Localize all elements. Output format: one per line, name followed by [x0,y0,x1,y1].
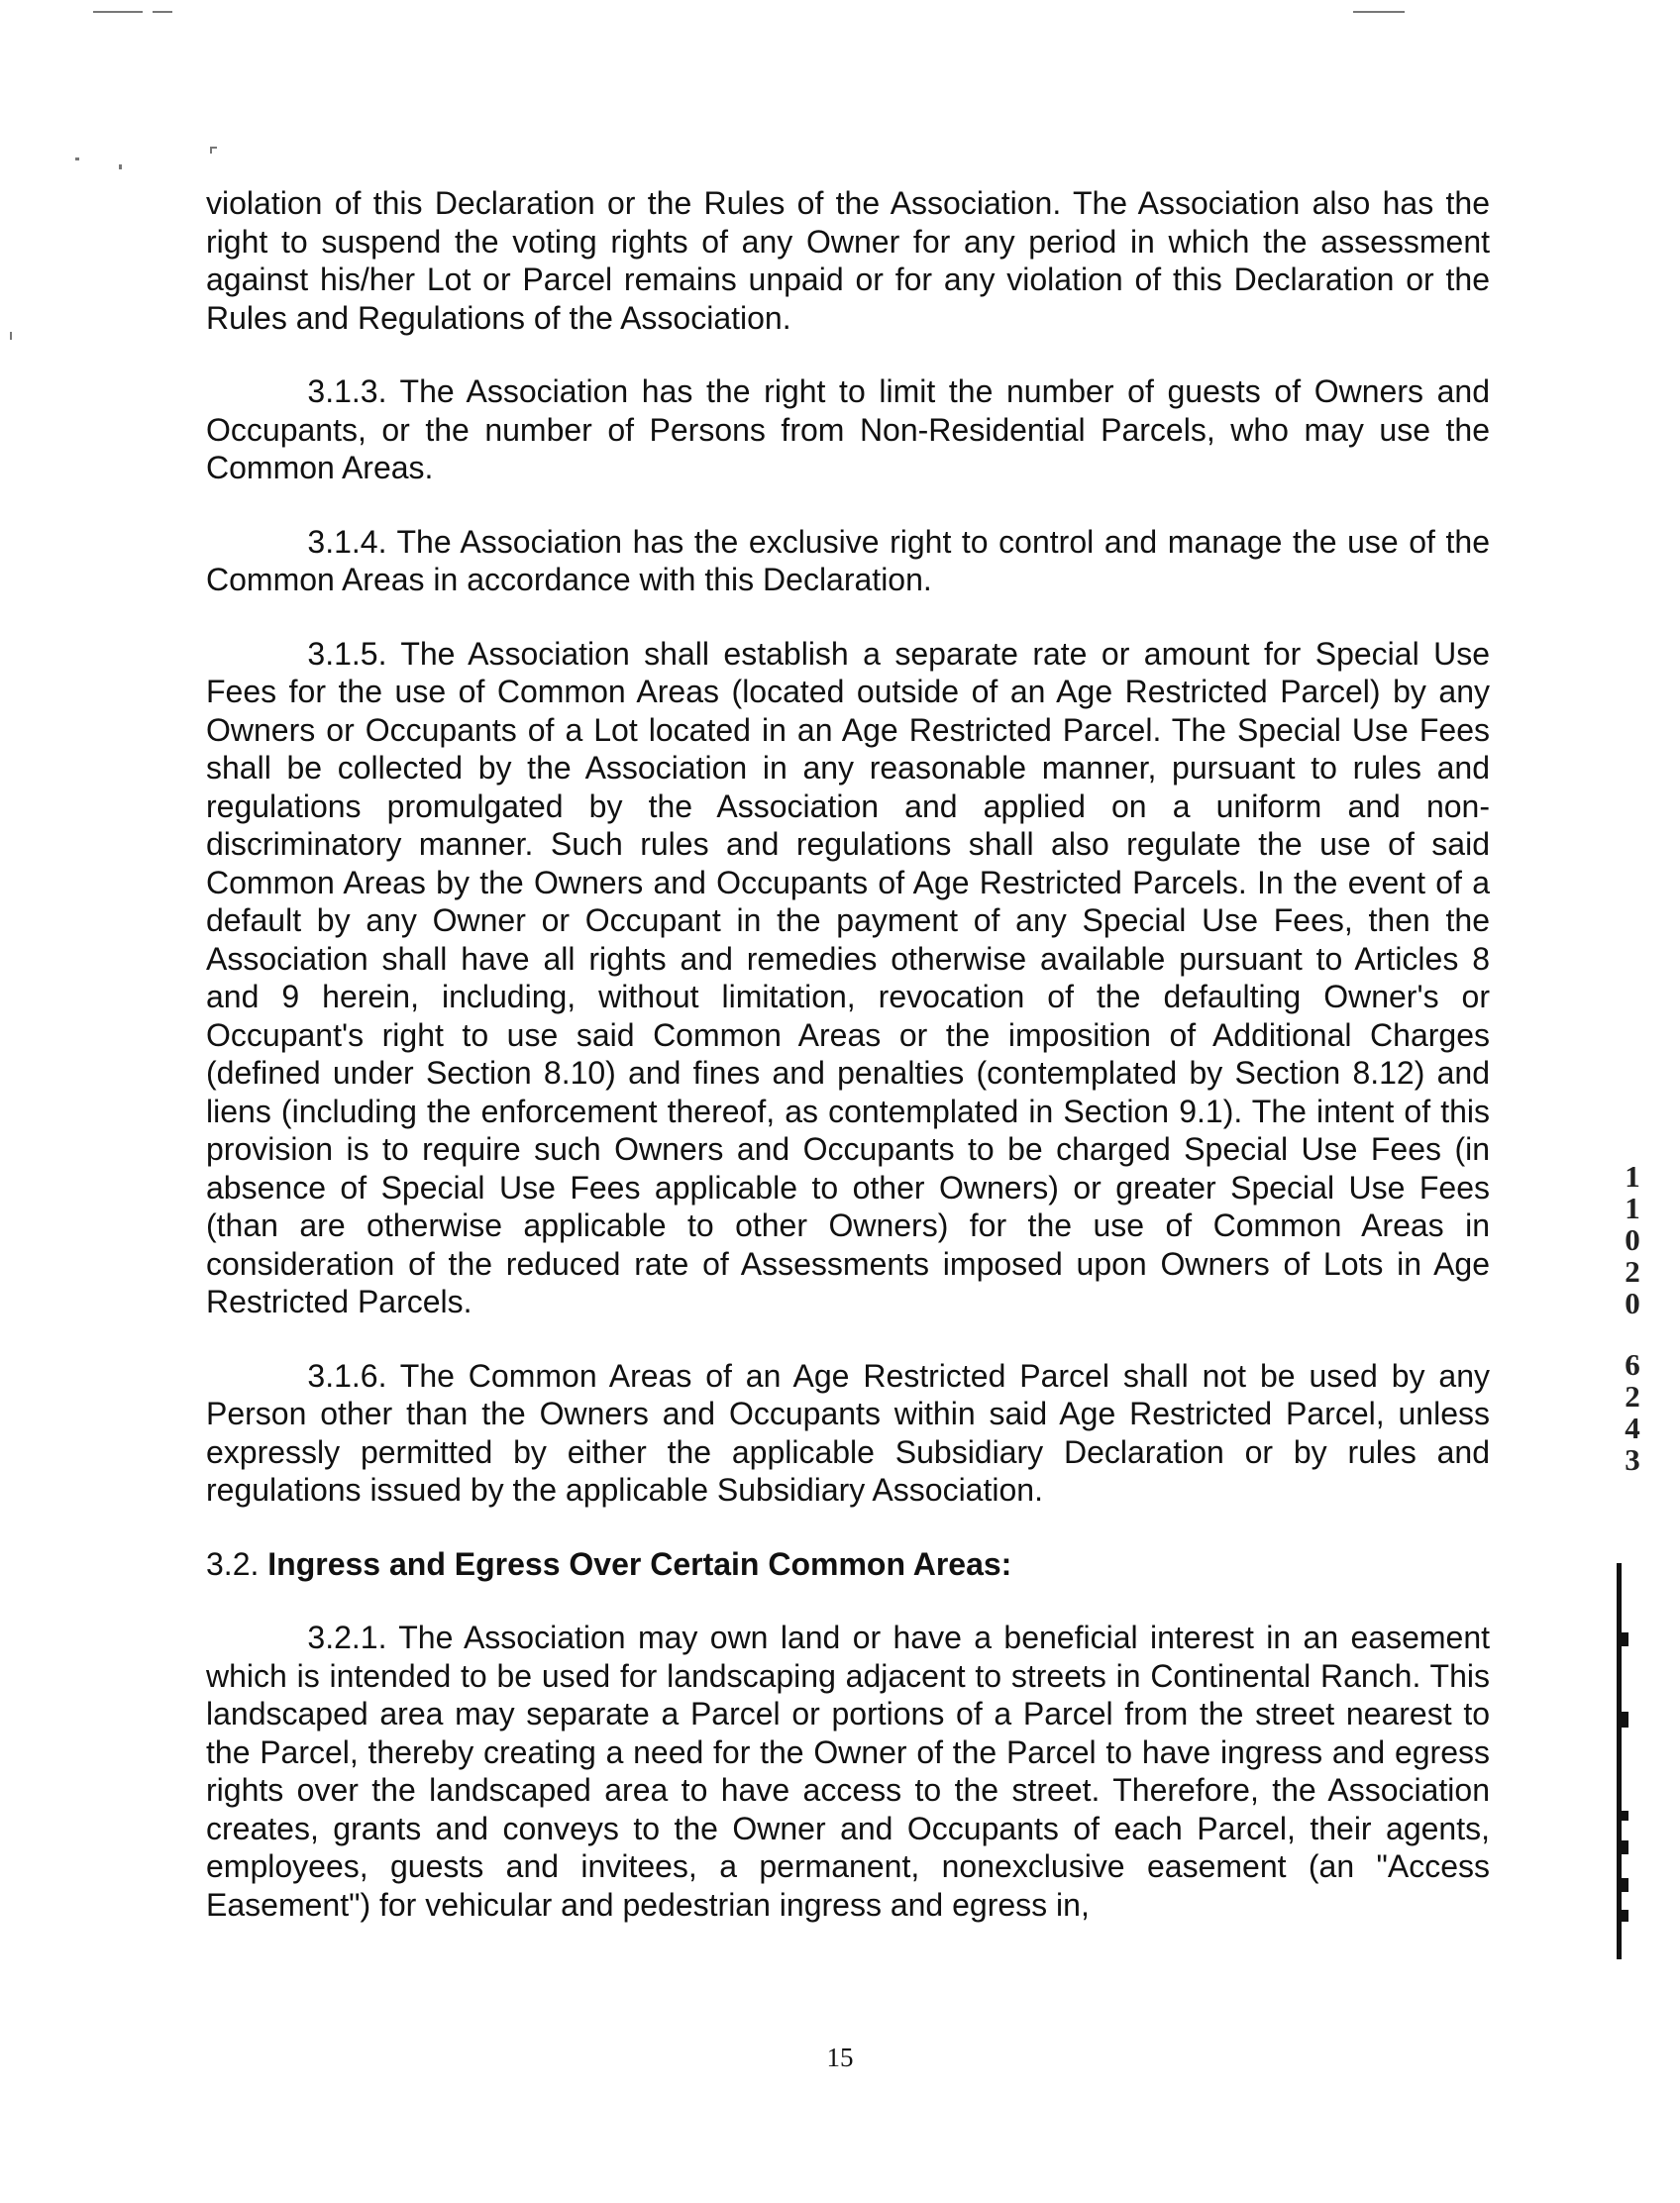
stamp-digit: 0 [1625,1286,1640,1320]
paragraph-text: The Association shall establish a separate rate or amount for Special Use Fees for the use of Common Areas (located outside of an Age Restricted Parcel) by any Owners or Occupants of a Lot located in an Age Restricted Parcel. The Special Use Fees shall be collected by the Association in any reasonable manner, pursuant to rules and regulations promulgated by the Association and applied on a uniform and non-discriminatory manner. Such rules and regulations shall also regulate the use of said Common Areas by the Owners and Occupants of Age Restricted Parcels. In the event of a default by any Owner or Occupant in the payment of any Special Use Fees, then the Association shall have all rights and remedies otherwise available pursuant to Articles 8 and 9 herein, including, without limitation, revocation of the defaulting Owner's or Occupant's right to use said Common Areas or the imposition of Additional Charges (defined under Section 8.10) and fines and penalties (contemplated by Section 8.12) and liens (including the enforcement thereof, as contemplated in Section 9.1). The intent of this provision is to require such Owners and Occupants to be charged Special Use Fees (in absence of Special Use Fees applicable to other Owners) or greater Special Use Fees (than are otherwise applicable to other Owners) for the use of Common Areas in consideration of the reduced rate of Assessments imposed upon Owners of Lots in Age Restricted Parcels. [206,635,1491,1319]
paragraph-number: 3.1.5. [307,635,387,672]
stamp-digit: 3 [1625,1442,1640,1477]
page-number: 15 [826,2043,854,2072]
paragraph-number: 3.1.3. [307,373,387,409]
stamp-digit: 6 [1625,1347,1640,1382]
paragraph-text: violation of this Declaration or the Rules of the Association. The Association also has the right to suspend the voting rights of any Owner for any period in which the assessment against his/her Lot or Parcel remains unpaid or for any violation of this Declaration or the Rules and Regulations of the Association. [206,185,1490,336]
stamp-digit: 2 [1625,1379,1640,1414]
section-number: 3.2. [206,1545,260,1582]
recording-stamp [1613,1161,1652,1476]
paragraph-number: 3.1.4. [307,523,387,560]
paragraph-number: 3.2.1. [307,1620,387,1655]
document-body [206,184,1490,1959]
paragraph-3-1-5 [206,635,1490,1321]
paragraph-text: The Association has the exclusive right to control and manage the use of the Common Areas in accordance with this Declaration. [206,523,1491,597]
paragraph-continuation [206,184,1490,337]
stamp-digit: 2 [1625,1254,1640,1289]
section-title: Ingress and Egress Over Certain Common Areas: [267,1545,1012,1582]
scan-artifact [153,11,172,13]
stamp-digit: 0 [1625,1222,1640,1257]
scan-artifact [10,332,12,340]
stamp-digit: 4 [1625,1411,1640,1445]
scan-artifact [1353,11,1405,13]
paragraph-3-1-6 [206,1357,1490,1510]
paragraph-number: 3.1.6. [307,1357,387,1394]
stamp-digit: 1 [1625,1159,1640,1194]
paragraph-3-2-1 [206,1619,1490,1924]
paragraph-3-1-4 [206,523,1490,599]
recording-barcode [1615,1563,1632,1959]
scan-artifact [119,164,122,169]
scan-artifact [93,11,143,13]
scan-artifact [75,157,79,160]
section-heading [206,1545,1490,1584]
paragraph-text: The Association has the right to limit the number of guests of Owners and Occupants, or the number of Persons from Non-Residential Parcels, who may use the Common Areas. [206,373,1491,485]
scan-artifact [210,147,212,154]
paragraph-text: The Association may own land or have a beneficial interest in an easement which is intended to be used for landscaping adjacent to streets in Continental Ranch. This landscaped area may separate a Parcel or portions of a Parcel from the street nearest to the Parcel, thereby creating a need for the Owner of the Parcel to have ingress and egress rights over the landscaped area to have access to the street. Therefore, the Association creates, grants and conveys to the Owner and Occupants of each Parcel, their agents, employees, guests and invitees, a permanent, nonexclusive easement (an "Access Easement") for vehicular and pedestrian ingress and egress in, [206,1620,1491,1923]
paragraph-3-1-3 [206,372,1490,487]
paragraph-text: The Common Areas of an Age Restricted Parcel shall not be used by any Person other than the Owners and Occupants within said Age Restricted Parcel, unless expressly permitted by either the applicable Subsidiary Declaration or by rules and regulations issued by the applicable Subsidiary Association. [206,1357,1490,1508]
stamp-digit: 1 [1625,1191,1640,1225]
